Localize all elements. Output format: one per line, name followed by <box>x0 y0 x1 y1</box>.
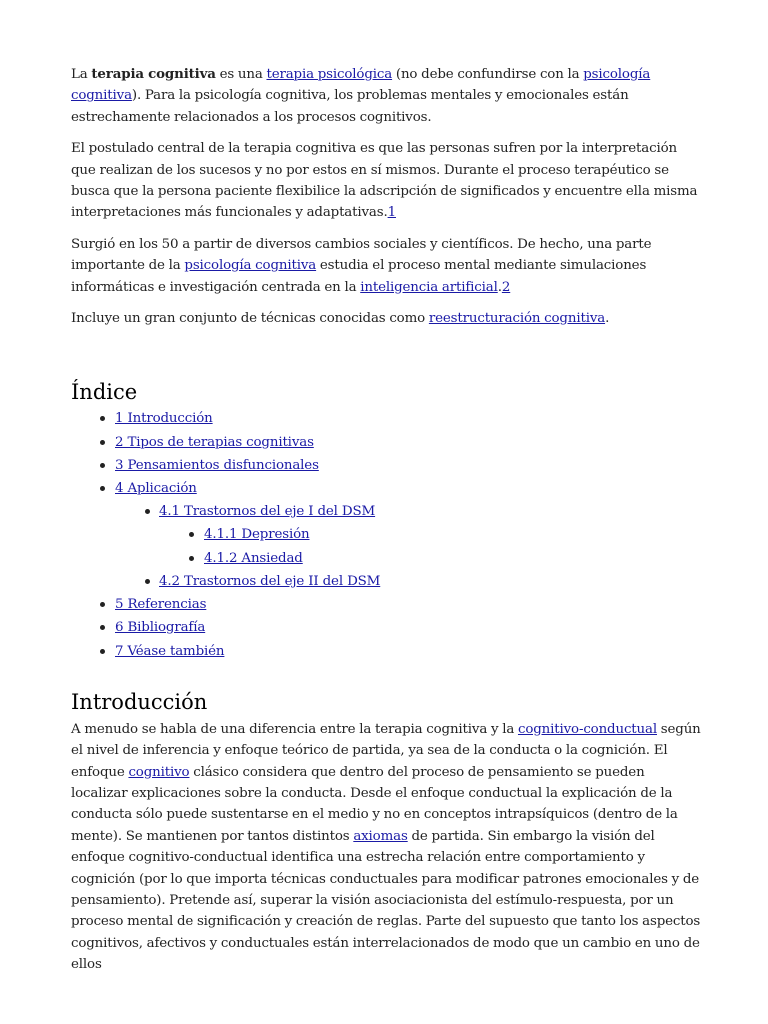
toc-link[interactable]: 6 Bibliografía <box>115 620 206 636</box>
toc-item <box>71 547 701 570</box>
toc-item <box>71 500 701 523</box>
link-reestructuracion-cognitiva[interactable]: reestructuración cognitiva <box>428 311 606 327</box>
reference-link-1[interactable]: 1 <box>387 205 396 221</box>
toc-item <box>71 640 701 663</box>
toc-item <box>71 570 701 593</box>
text: de partida. Sin embargo la visión del enfoque cognitivo-conductual identifica una estrecha relación entre comportamiento y cognición (por lo que importa técnicas conductuales para modificar patrones emocionales y de pensamiento). Pretende así, superar la visión asociacionista del estímulo-respuesta, por un proceso mental de significación y creación de reglas. Parte del supuesto que tanto los aspectos cognitivos, afectivos y conductuales están interrelacionados de modo que un cambio en uno de ellos <box>71 828 701 973</box>
text: La <box>71 67 92 82</box>
text: Incluye un gran conjunto de técnicas conocidas como <box>71 311 429 327</box>
link-psicologia-cognitiva[interactable]: psicología cognitiva <box>71 67 651 104</box>
article-body <box>71 64 701 986</box>
toc-item <box>71 407 701 430</box>
text: estudia el proceso mental mediante simulaciones informáticas e investigación centrada en la <box>71 258 647 295</box>
toc-link[interactable]: 5 Referencias <box>115 597 207 613</box>
toc-link[interactable]: 4.1 Trastornos del eje I del DSM <box>159 504 376 520</box>
paragraph-tecnicas <box>71 308 701 329</box>
toc-item <box>71 431 701 454</box>
toc-link[interactable]: 4.1.1 Depresión <box>204 527 310 543</box>
text: clásico considera que dentro del proceso de pensamiento se pueden localizar explicaciones sobre la conducta. Desde el enfoque conductual la explicación de la conducta sólo puede sustentarse en el medio y no en conceptos intrapsíquicos (dentro de la mente). Se mantienen por tantos distintos <box>71 764 678 844</box>
link-cognitivo-conductual[interactable]: cognitivo-conductual <box>517 721 657 737</box>
link-psicologia-cognitiva-2[interactable]: psicología cognitiva <box>184 258 317 274</box>
toc-link[interactable]: 4.2 Trastornos del eje II del DSM <box>159 573 381 589</box>
text: . <box>605 311 610 327</box>
term-bold: terapia cognitiva <box>91 66 216 82</box>
link-axiomas[interactable]: axiomas <box>353 828 408 844</box>
toc-item <box>71 616 701 639</box>
link-inteligencia-artificial[interactable]: inteligencia artificial <box>360 279 498 295</box>
paragraph-intro-definition <box>71 64 701 128</box>
toc-item <box>71 593 701 616</box>
link-cognitivo[interactable]: cognitivo <box>128 764 190 780</box>
text: es una <box>215 67 267 82</box>
section-heading-introduccion: Introducción <box>71 689 208 714</box>
text: A menudo se habla de una diferencia entre la terapia cognitiva y la <box>71 721 518 737</box>
toc-heading: Índice <box>71 380 138 405</box>
toc-item <box>71 477 701 500</box>
link-terapia-psicologica[interactable]: terapia psicológica <box>266 67 393 82</box>
table-of-contents <box>71 407 701 662</box>
paragraph-introduccion <box>71 719 701 976</box>
text: (no debe confundirse con la <box>392 67 584 82</box>
toc-link[interactable]: 4.1.2 Ansiedad <box>204 550 303 566</box>
toc-link[interactable]: 7 Véase también <box>115 643 225 659</box>
toc-item <box>71 523 701 546</box>
reference-link-2[interactable]: 2 <box>501 279 511 295</box>
toc-link[interactable]: 1 Introducción <box>115 411 213 427</box>
toc-link[interactable]: 4 Aplicación <box>115 481 197 497</box>
text: ). Para la psicología cognitiva, los problemas mentales y emocionales están estrechamente relacionados a los procesos cognitivos. <box>71 88 629 125</box>
text: Surgió en los 50 a partir de diversos cambios sociales y científicos. De hecho, una parte importante de la <box>71 236 652 274</box>
text: El postulado central de la terapia cognitiva es que las personas sufren por la interpretación que realizan de los sucesos y no por estos en sí mismos. Durante el proceso terapéutico se busca que la persona paciente flexibilice la adscripción de significados y encuentre ella misma interpretaciones más funcionales y adaptativas. <box>71 141 698 221</box>
text: según el nivel de inferencia y enfoque teórico de partida, ya sea de la conducta o la cognición. El enfoque <box>71 721 701 780</box>
paragraph-postulado <box>71 138 701 224</box>
toc-item <box>71 454 701 477</box>
paragraph-origen <box>71 234 701 298</box>
text: . <box>497 279 502 295</box>
toc-link[interactable]: 3 Pensamientos disfuncionales <box>115 457 319 473</box>
toc-link[interactable]: 2 Tipos de terapias cognitivas <box>115 434 314 450</box>
